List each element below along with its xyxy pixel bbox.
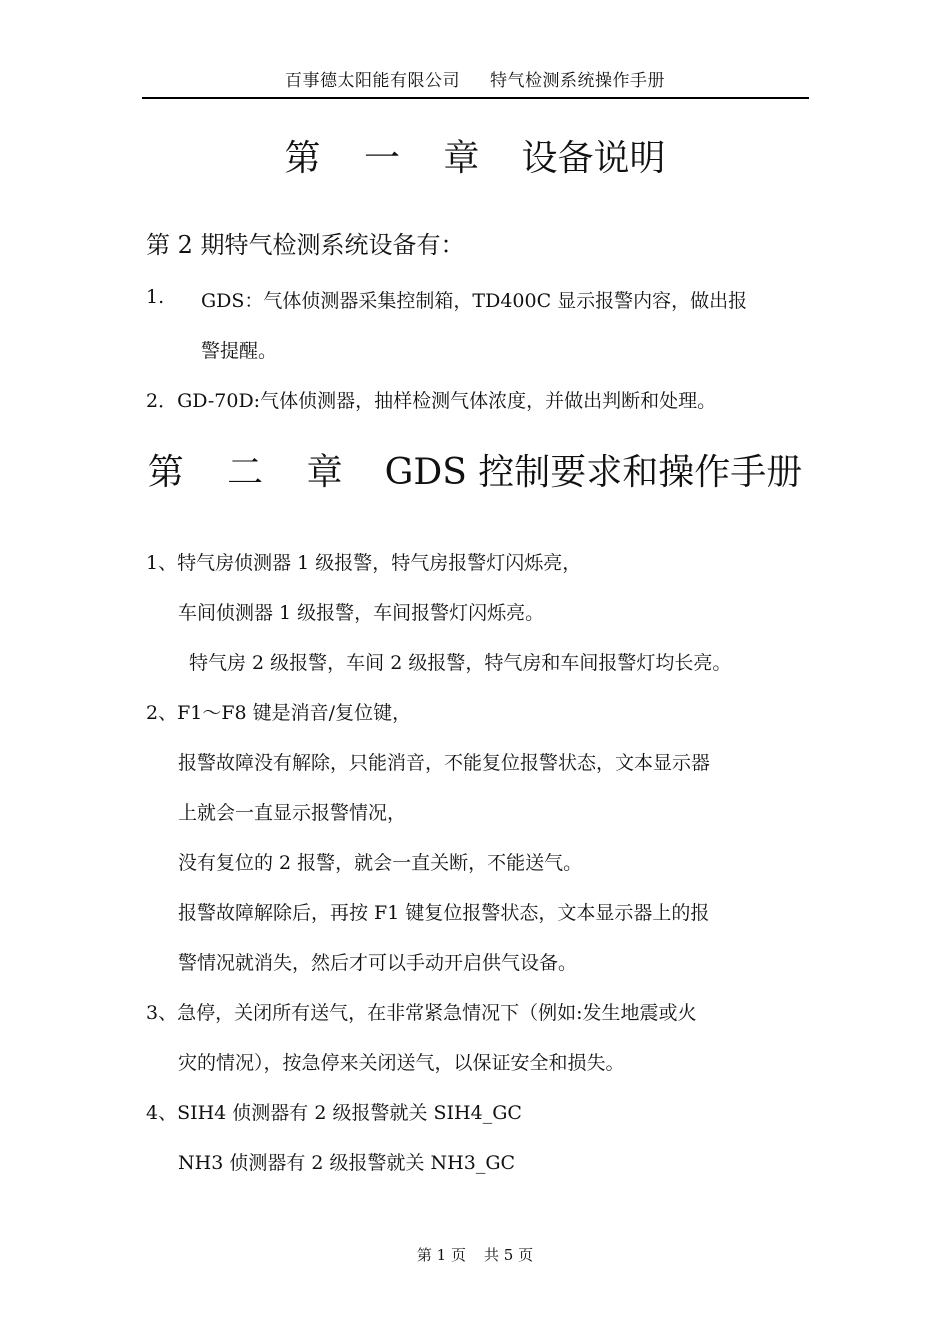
chapter-2-line-10: 3、急停，关闭所有送气，在非常紧急情况下（例如:发生地震或火 xyxy=(146,1002,697,1024)
chapter-2-line-9: 警情况就消失，然后才可以手动开启供气设备。 xyxy=(178,952,578,974)
chapter-1-item-1-text: GDS：气体侦测器采集控制箱，TD400C 显示报警内容，做出报 xyxy=(201,290,748,312)
chapter-2-line-11: 灾的情况），按急停来关闭送气，以保证安全和损失。 xyxy=(178,1052,625,1074)
chapter-2-number: 第 二 章 xyxy=(147,452,359,493)
chapter-1-item-1-marker: 1. xyxy=(146,286,165,308)
chapter-1-number: 第 一 章 xyxy=(284,138,496,179)
header-rule xyxy=(142,97,809,99)
chapter-2-line-5: 报警故障没有解除，只能消音，不能复位报警状态，文本显示器 xyxy=(178,752,711,774)
chapter-1-item-1-continuation: 警提醒。 xyxy=(201,340,278,362)
header-manual-title: 特气检测系统操作手册 xyxy=(490,71,665,91)
chapter-2-line-13: NH3 侦测器有 2 级报警就关 NH3_GC xyxy=(178,1152,516,1174)
chapter-2-line-12: 4、SIH4 侦测器有 2 级报警就关 SIH4_GC xyxy=(146,1102,522,1124)
chapter-1-heading xyxy=(0,130,950,181)
chapter-2-line-3: 特气房 2 级报警，车间 2 级报警，特气房和车间报警灯均长亮。 xyxy=(189,652,732,674)
chapter-2-title: GDS 控制要求和操作手册 xyxy=(384,452,803,493)
footer-page-total: 共 5 页 xyxy=(484,1246,534,1264)
chapter-1-title: 设备说明 xyxy=(521,138,666,179)
chapter-2-heading xyxy=(0,444,950,495)
chapter-2-line-2: 车间侦测器 1 级报警，车间报警灯闪烁亮。 xyxy=(178,602,545,624)
chapter-1-intro: 第 2 期特气检测系统设备有： xyxy=(146,231,465,259)
chapter-2-line-4: 2、F1～F8 键是消音/复位键， xyxy=(146,702,412,724)
header-company: 百事德太阳能有限公司 xyxy=(285,71,460,91)
chapter-2-line-6: 上就会一直显示报警情况， xyxy=(178,802,407,824)
footer-page-number: 第 1 页 xyxy=(416,1246,466,1264)
chapter-1-item-2: 2．GD-70D:气体侦测器，抽样检测气体浓度，并做出判断和处理。 xyxy=(146,390,717,412)
page-footer xyxy=(0,1244,950,1265)
chapter-2-line-1: 1、特气房侦测器 1 级报警，特气房报警灯闪烁亮， xyxy=(146,552,582,574)
chapter-2-line-7: 没有复位的 2 报警，就会一直关断，不能送气。 xyxy=(178,852,583,874)
chapter-2-line-8: 报警故障解除后，再按 F1 键复位报警状态，文本显示器上的报 xyxy=(178,902,710,924)
page-header xyxy=(0,66,950,91)
